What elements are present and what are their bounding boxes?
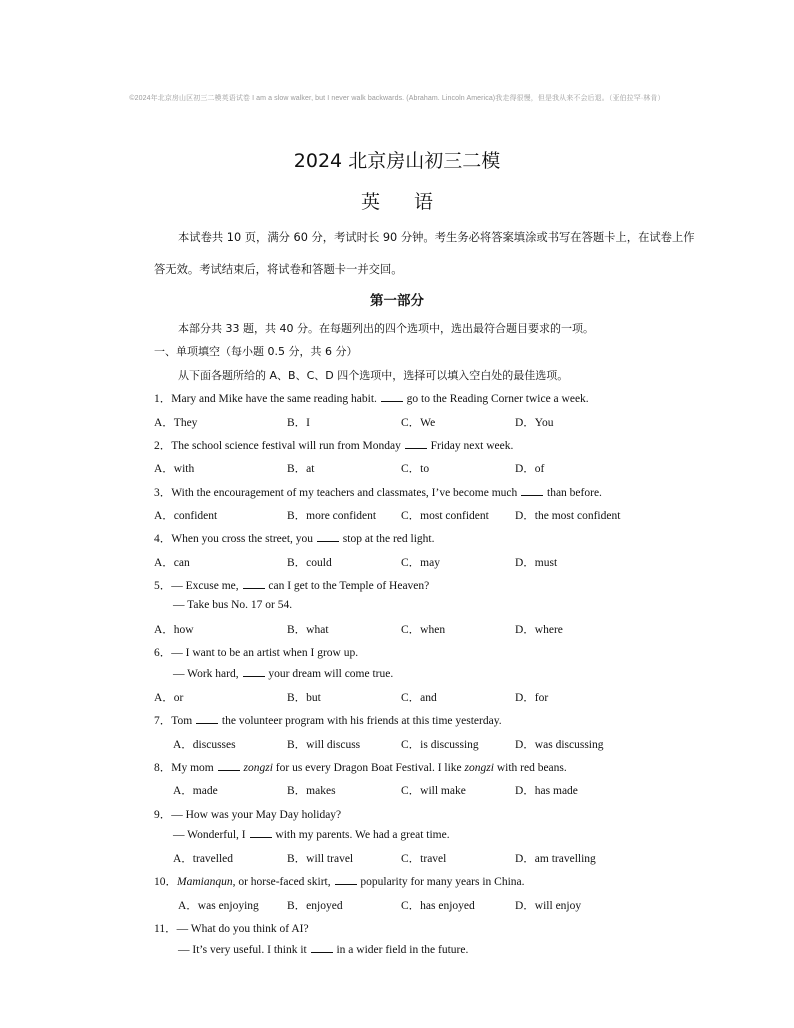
option-d: D．must bbox=[515, 557, 558, 569]
option-a: A．was enjoying bbox=[178, 900, 259, 912]
question-text: with red beans. bbox=[493, 762, 567, 774]
question-number: 4． bbox=[154, 533, 172, 545]
question-3 bbox=[154, 484, 602, 500]
option-a: A．They bbox=[154, 417, 198, 429]
answer-blank bbox=[405, 439, 427, 449]
question-9 bbox=[154, 806, 341, 822]
question-text: Mary and Mike have the same reading habit. bbox=[171, 393, 380, 405]
watermark-text: ©2024年北京房山区初三二模英语试卷 I am a slow walker, but I never walk backwards. (Abraham. Lincoln America)我走得很慢，但是我从来不会后退。（亚伯拉罕·林肯） bbox=[129, 95, 665, 102]
option-a: A．or bbox=[154, 692, 184, 704]
question-number: 6． bbox=[154, 647, 172, 659]
question-text: — I want to be an artist when I grow up. bbox=[171, 647, 359, 659]
answer-blank bbox=[335, 875, 357, 885]
option-d: D．the most confident bbox=[515, 510, 621, 522]
question-text: — Work hard, bbox=[173, 668, 242, 680]
option-c: C．may bbox=[401, 557, 440, 569]
option-d: D．for bbox=[515, 692, 549, 704]
question-text: with my parents. We had a great time. bbox=[272, 829, 450, 841]
question-number: 11． bbox=[154, 923, 177, 935]
option-c: C．to bbox=[401, 463, 430, 475]
option-c: C．most confident bbox=[401, 510, 489, 522]
question-text: than before. bbox=[544, 487, 602, 499]
option-c: C．is discussing bbox=[401, 739, 479, 751]
question-number: 5． bbox=[154, 580, 172, 592]
part-one-title: 第一部分 bbox=[370, 293, 424, 309]
option-a: A．travelled bbox=[173, 853, 234, 865]
question-text: popularity for many years in China. bbox=[357, 876, 525, 888]
question-text: can I get to the Temple of Heaven? bbox=[265, 580, 430, 592]
question-text: for us every Dragon Boat Festival. I like bbox=[272, 762, 465, 774]
question-text: the volunteer program with his friends at this time yesterday. bbox=[219, 715, 502, 727]
question-text: — How was your May Day holiday? bbox=[171, 809, 342, 821]
question-number: 8． bbox=[154, 762, 172, 774]
question-text: your dream will come true. bbox=[265, 668, 394, 680]
question-6 bbox=[154, 644, 358, 660]
question-8 bbox=[154, 759, 567, 775]
option-b: B．will discuss bbox=[287, 739, 361, 751]
option-d: D．of bbox=[515, 463, 545, 475]
italic-term: Mamianqun bbox=[177, 876, 233, 888]
question-text: — Excuse me, bbox=[171, 580, 242, 592]
question-7 bbox=[154, 712, 502, 728]
question-4 bbox=[154, 530, 434, 546]
question-number: 2． bbox=[154, 440, 172, 452]
section-title: 一、单项填空（每小题 0.5 分，共 6 分） bbox=[154, 345, 358, 358]
option-d: D．am travelling bbox=[515, 853, 596, 865]
question-11-reply bbox=[178, 943, 468, 956]
question-text: in a wider field in the future. bbox=[333, 944, 469, 956]
option-c: C．will make bbox=[401, 785, 466, 797]
question-text: Tom bbox=[171, 715, 196, 727]
option-c: C．has enjoyed bbox=[401, 900, 475, 912]
question-9-reply bbox=[173, 828, 450, 841]
question-text: , or horse-faced skirt, bbox=[232, 876, 334, 888]
question-text: go to the Reading Corner twice a week. bbox=[403, 393, 589, 405]
answer-blank bbox=[243, 667, 265, 677]
exam-subject: 英语 bbox=[360, 191, 467, 213]
option-a: A．confident bbox=[154, 510, 218, 522]
answer-blank bbox=[243, 579, 265, 589]
question-text: — It’s very useful. I think it bbox=[178, 944, 310, 956]
option-b: B．more confident bbox=[287, 510, 377, 522]
italic-term: zongzi bbox=[464, 762, 494, 774]
answer-blank bbox=[196, 714, 218, 724]
answer-blank bbox=[218, 761, 240, 771]
part-one-description: 本部分共 33 题，共 40 分。在每题列出的四个选项中，选出最符合题目要求的一项。 bbox=[178, 322, 594, 335]
answer-blank bbox=[250, 828, 272, 838]
question-text: My mom bbox=[171, 762, 217, 774]
question-5-reply: — Take bus No. 17 or 54. bbox=[173, 599, 293, 611]
question-text: When you cross the street, you bbox=[171, 533, 316, 545]
question-text: stop at the red light. bbox=[339, 533, 435, 545]
option-a: A．can bbox=[154, 557, 190, 569]
answer-blank bbox=[311, 943, 333, 953]
question-11 bbox=[154, 920, 309, 936]
answer-blank bbox=[381, 392, 403, 402]
option-a: A．with bbox=[154, 463, 195, 475]
exam-title: 2024 北京房山初三二模 bbox=[293, 150, 501, 172]
option-b: B．but bbox=[287, 692, 321, 704]
answer-blank bbox=[317, 532, 339, 542]
question-text: — Wonderful, I bbox=[173, 829, 249, 841]
question-text: Friday next week. bbox=[427, 440, 514, 452]
option-a: A．how bbox=[154, 624, 194, 636]
option-c: C．We bbox=[401, 417, 436, 429]
question-number: 3． bbox=[154, 487, 172, 499]
question-text: — What do you think of AI? bbox=[176, 923, 309, 935]
option-c: C．travel bbox=[401, 853, 447, 865]
option-a: A．discusses bbox=[173, 739, 236, 751]
option-b: B．I bbox=[287, 417, 310, 429]
question-text: With the encouragement of my teachers and classmates, I’ve become much bbox=[171, 487, 521, 499]
answer-blank bbox=[521, 486, 543, 496]
question-number: 1． bbox=[154, 393, 172, 405]
question-number: 7． bbox=[154, 715, 172, 727]
option-d: D．has made bbox=[515, 785, 578, 797]
section-description: 从下面各题所给的 A、B、C、D 四个选项中，选择可以填入空白处的最佳选项。 bbox=[178, 369, 569, 382]
instructions-line-1: 本试卷共 10 页，满分 60 分，考试时长 90 分钟。考生务必将答案填涂或书写在答题卡上，在试卷上作 bbox=[178, 231, 695, 244]
question-10 bbox=[154, 873, 525, 889]
option-d: D．will enjoy bbox=[515, 900, 582, 912]
question-number: 10． bbox=[154, 876, 177, 888]
instructions-line-2: 答无效。考试结束后，将试卷和答题卡一并交回。 bbox=[154, 263, 403, 276]
question-text: The school science festival will run from Monday bbox=[171, 440, 404, 452]
italic-term: zongzi bbox=[243, 762, 273, 774]
option-a: A．made bbox=[173, 785, 218, 797]
option-b: B．could bbox=[287, 557, 332, 569]
option-d: D．where bbox=[515, 624, 563, 636]
question-1 bbox=[154, 390, 589, 406]
option-c: C．and bbox=[401, 692, 437, 704]
option-b: B．enjoyed bbox=[287, 900, 343, 912]
option-b: B．what bbox=[287, 624, 329, 636]
question-6-reply bbox=[173, 667, 393, 680]
option-b: B．at bbox=[287, 463, 315, 475]
option-b: B．makes bbox=[287, 785, 336, 797]
option-b: B．will travel bbox=[287, 853, 354, 865]
option-c: C．when bbox=[401, 624, 446, 636]
question-number: 9． bbox=[154, 809, 172, 821]
option-d: D．was discussing bbox=[515, 739, 604, 751]
option-d: D．You bbox=[515, 417, 554, 429]
question-5 bbox=[154, 577, 429, 593]
question-2 bbox=[154, 437, 513, 453]
